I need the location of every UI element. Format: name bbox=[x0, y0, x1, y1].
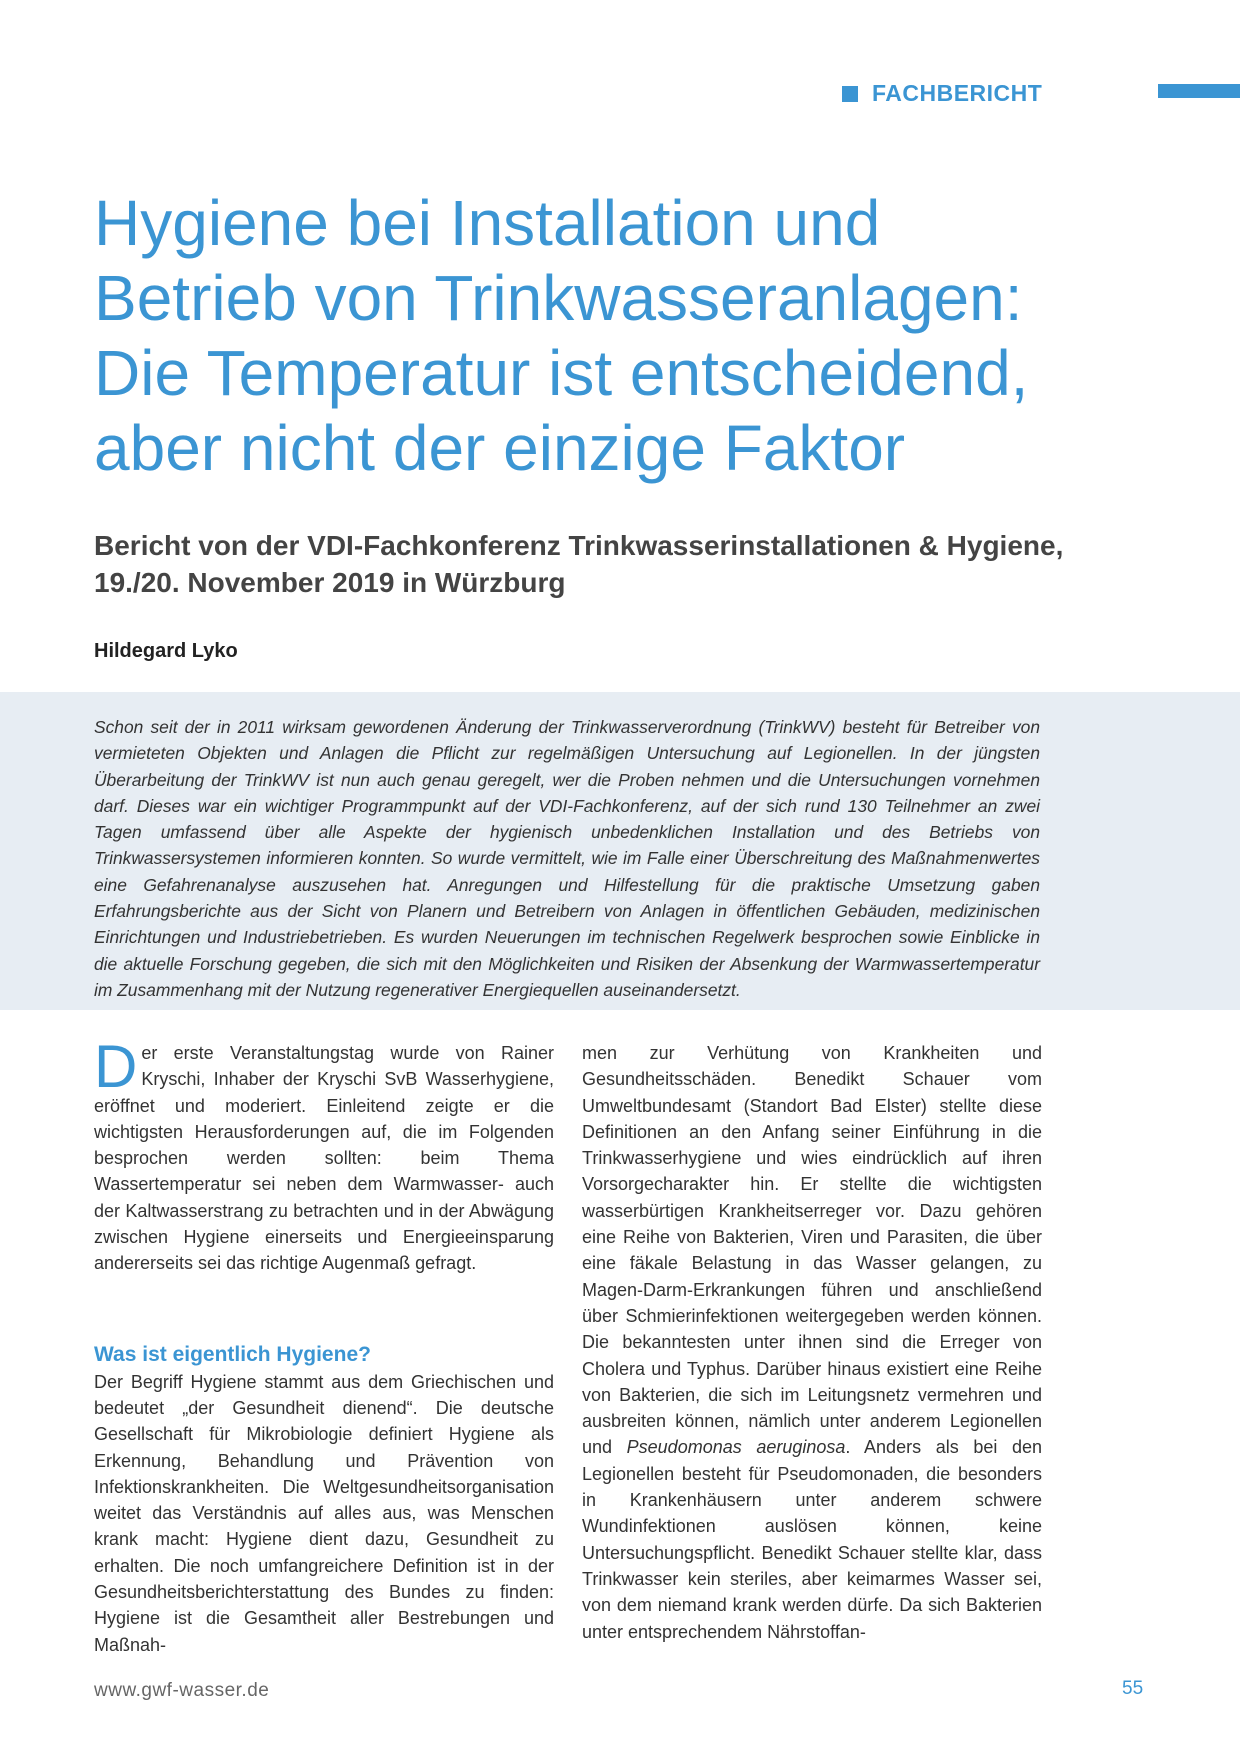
intro-paragraph bbox=[94, 1033, 554, 1277]
section-heading: Was ist eigentlich Hygiene? bbox=[94, 1342, 371, 1366]
title-line-1: Hygiene bei Installation und bbox=[94, 187, 881, 259]
title-line-2: Betrieb von Trinkwasseranlagen: bbox=[94, 262, 1023, 334]
hygiene-paragraph: Der Begriff Hygiene stammt aus dem Griechischen und bedeutet „der Gesundheit dienend“. Die deutsche Gesellschaft für Mikrobiologie definiert Hygiene als Erkennung, Behandlung und Prävention von Infektionskrankheiten. Die Weltgesundheitsorganisation weitet das Verständnis auf alles aus, was Menschen krank macht: Hygiene dient dazu, Gesundheit zu erhalten. Die noch umfangreichere Definition ist in der Gesundheitsberichterstattung des Bundes zu finden: Hygiene ist die Gesamtheit aller Bestrebungen und Maßnah- bbox=[94, 1371, 554, 1655]
dropcap-letter: D bbox=[94, 1033, 138, 1100]
subtitle-line-1: Bericht von der VDI-Fachkonferenz Trinkwasserinstallationen & Hygiene, bbox=[94, 530, 1064, 561]
section-tag bbox=[842, 80, 1042, 107]
species-name: Pseudomonas aeruginosa bbox=[626, 1437, 846, 1458]
article-title bbox=[94, 186, 1154, 486]
body-column-right bbox=[582, 1040, 1042, 1645]
article-subtitle bbox=[94, 527, 1144, 601]
right-text-b: . Anders als bei den Legionellen besteht für Pseudomonaden, die besonders in Krankenhäusern unter anderem schwere Wundinfektionen auslösen können, keine Untersuchungspflicht. Benedikt Schauer stellte klar, dass Trinkwasser kein steriles, aber keimarmes Wasser sei, von dem niemand krank werden dürfe. Da sich Bakterien unter entsprechendem Nährstoffan- bbox=[582, 1437, 1042, 1642]
right-text-a: men zur Verhütung von Krankheiten und Gesundheitsschäden. Benedikt Schauer vom Umweltbundesamt (Standort Bad Elster) stellte diese Definitionen an den Anfang seiner Einführung in die Trinkwasserhygiene und wies eindrücklich auf ihren Vorsorgecharakter hin. Er stellte die wichtigsten wasserbürtigen Krankheitserreger vor. Dazu gehören eine Reihe von Bakterien, Viren und Parasiten, die über eine fäkale Belastung in das Wasser gelangen, zu Magen-Darm-Erkrankungen führen und anschließend über Schmierinfektionen weitergegeben werden können. Die bekanntesten unter ihnen sind die Erreger von Cholera und Typhus. Darüber hinaus existiert eine Reihe von Bakterien, die sich im Leitungsnetz vermehren und ausbreiten können, nämlich unter anderem Legionellen und bbox=[582, 1043, 1042, 1458]
body-column-left bbox=[94, 1033, 554, 1658]
section-square-icon bbox=[842, 86, 858, 102]
abstract-text: Schon seit der in 2011 wirksam gewordenen Änderung der Trinkwasserverordnung (TrinkWV) besteht für Betreiber von vermieteten Objekten und Anlagen die Pflicht zur regelmäßigen Untersuchung auf Legionellen. In der jüngsten Überarbeitung der TrinkWV ist nun auch genau geregelt, wer die Proben nehmen und die Untersuchungen vornehmen darf. Dieses war ein wichtiger Programmpunkt auf der VDI-Fachkonferenz, auf der sich rund 130 Teilnehmer an zwei Tagen umfassend über alle Aspekte der hygienisch unbedenklichen Installation und des Betriebs von Trinkwassersystemen informieren konnten. So wurde vermittelt, wie im Falle einer Überschreitung des Maßnahmenwertes eine Gefahrenanalyse auszusehen hat. Anregungen und Hilfestellung für die praktische Umsetzung gaben Erfahrungsberichte aus der Sicht von Planern und Betreibern von Anlagen in öffentlichen Gebäuden, medizinischen Einrichtungen und Industriebetrieben. Es wurden Neuerungen im technischen Regelwerk besprochen sowie Einblicke in die aktuelle Forschung gegeben, die sich mit den Möglichkeiten und Risiken der Absenkung der Warmwassertemperatur im Zusammenhang mit der Nutzung regenerativer Energiequellen auseinandersetzt. bbox=[94, 717, 1040, 1000]
right-column-paragraph bbox=[582, 1040, 1042, 1645]
intro-text: er erste Veranstaltungstag wurde von Rainer Kryschi, Inhaber der Kryschi SvB Wasserhygiene, eröffnet und moderiert. Einleitend zeigte er die wichtigsten Herausforderungen auf, die im Folgenden besprochen werden sollten: beim Thema Wassertemperatur sei neben dem Warmwasser- auch der Kaltwasserstrang zu betrachten und in der Abwägung zwischen Hygiene einerseits und Energieeinsparung andererseits sei das richtige Augenmaß gefragt. bbox=[94, 1043, 554, 1274]
title-line-4: aber nicht der einzige Faktor bbox=[94, 412, 906, 484]
footer-url[interactable]: www.gwf-wasser.de bbox=[94, 1680, 270, 1701]
title-line-3: Die Temperatur ist entscheidend, bbox=[94, 337, 1029, 409]
page-number: 55 bbox=[1122, 1678, 1144, 1699]
edge-accent-bar bbox=[1158, 84, 1240, 98]
subtitle-line-2: 19./20. November 2019 in Würzburg bbox=[94, 567, 566, 598]
author-name: Hildegard Lyko bbox=[94, 640, 238, 662]
section-label: FACHBERICHT bbox=[872, 80, 1043, 106]
